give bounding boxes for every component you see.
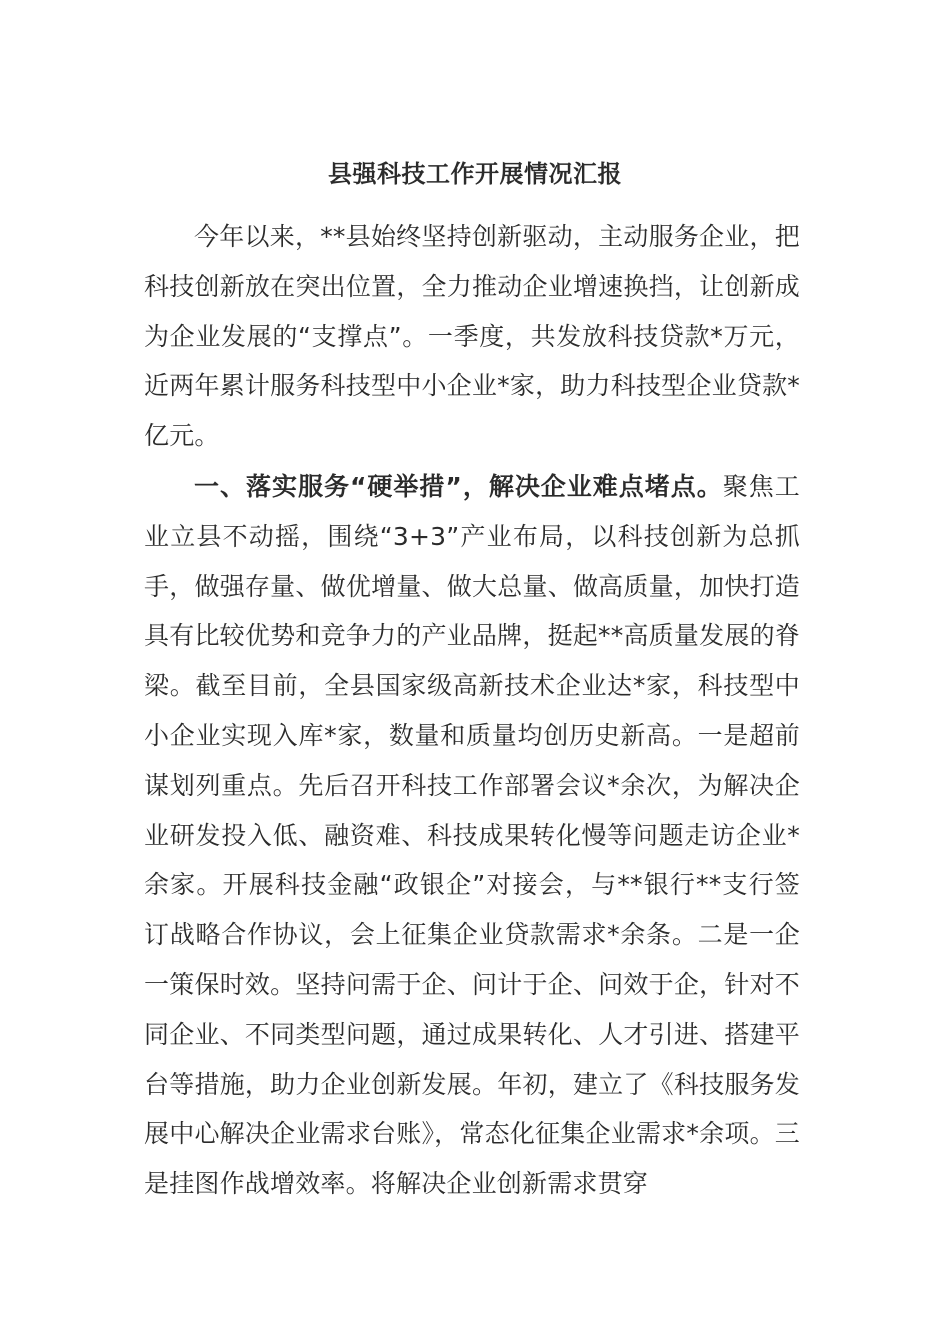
section-heading: 一、落实服务“硬举措”，解决企业难点堵点。 <box>194 472 723 501</box>
paragraph-intro <box>144 212 800 461</box>
paragraph-text: 今年以来，**县始终坚持创新驱动，主动服务企业，把科技创新放在突出位置，全力推动企业增速换挡，让创新成为企业发展的“支撑点”。一季度，共发放科技贷款*万元，近两年累计服务科技型中小企业*家，助力科技型企业贷款*亿元。 <box>144 222 800 451</box>
paragraph-text: 聚焦工业立县不动摇，围绕“3+3”产业布局，以科技创新为总抓手，做强存量、做优增量、做大总量、做高质量，加快打造具有比较优势和竞争力的产业品牌，挺起**高质量发展的脊梁。截至目前，全县国家级高新技术企业达*家，科技型中小企业实现入库*家，数量和质量均创历史新高。一是超前谋划列重点。先后召开科技工作部署会议*余次，为解决企业研发投入低、融资难、科技成果转化慢等问题走访企业*余家。开展科技金融“政银企”对接会，与**银行**支行签订战略合作协议，会上征集企业贷款需求*余条。二是一企一策保时效。坚持问需于企、问计于企、问效于企，针对不同企业、不同类型问题，通过成果转化、人才引进、搭建平台等措施，助力企业创新发展。年初，建立了《科技服务发展中心解决企业需求台账》，常态化征集企业需求*余项。三是挂图作战增效率。将解决企业创新需求贯穿 <box>144 472 800 1199</box>
paragraph-section-one <box>144 462 800 1209</box>
document-title: 县强科技工作开展情况汇报 <box>328 160 622 188</box>
